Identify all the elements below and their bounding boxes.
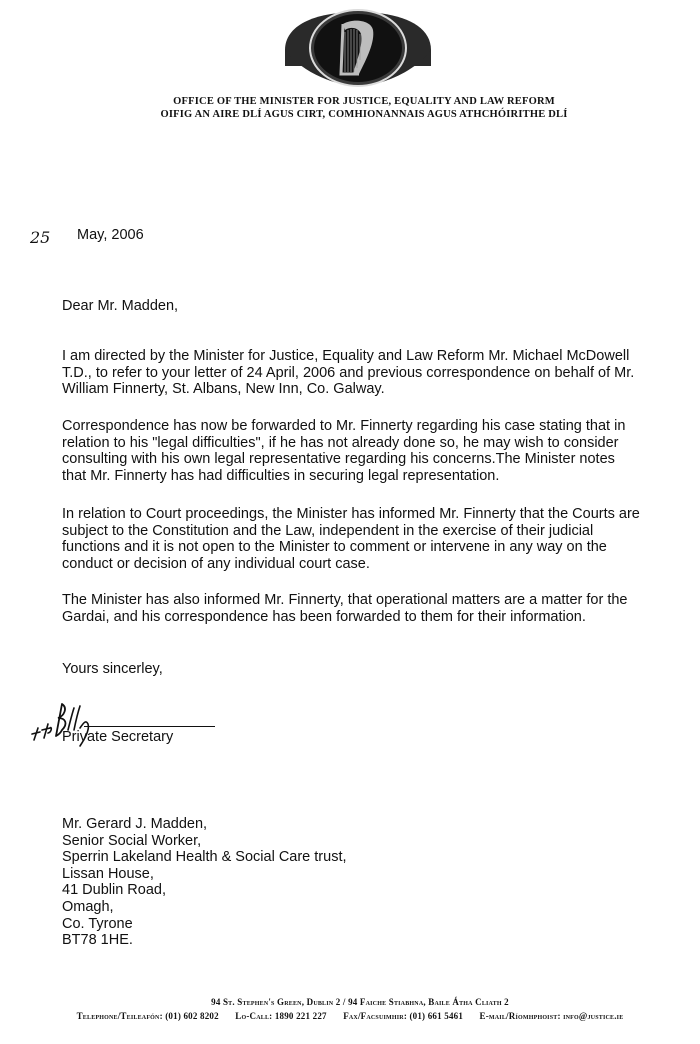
signatory-title: Private Secretary <box>62 729 174 745</box>
footer-fax: Fax/Facsuimhir: (01) 661 5461 <box>343 1011 464 1021</box>
address-line: Omagh, <box>62 898 114 915</box>
footer-email: E-mail/Ríomhphoist: info@justice.ie <box>479 1011 624 1021</box>
body-paragraph: Correspondence has now be forwarded to Mr. Finnerty regarding his case stating that in relation to his "legal difficulties", if he has not already done so, he may wish to consider consulting with his own legal representative regarding his concerns.The Minister notes that Mr. Finnerty has had difficulties in securing legal representation. <box>62 418 626 484</box>
letter-date: May, 2006 <box>77 227 144 243</box>
address-line: BT78 1HE. <box>62 932 133 949</box>
signature-line <box>84 726 215 727</box>
recipient-address <box>62 816 347 949</box>
address-line: Senior Social Worker, <box>62 832 202 849</box>
harp-emblem-icon <box>283 8 433 90</box>
handwritten-date-day: 25 <box>30 228 51 247</box>
footer-address: 94 St. Stephen's Green, Dublin 2 / 94 Faiche Stiabhna, Baile Átha Cliath 2 <box>211 997 509 1007</box>
closing: Yours sincerley, <box>62 661 163 677</box>
salutation: Dear Mr. Madden, <box>62 298 179 314</box>
footer-telephone: Telephone/Teileafón: (01) 602 8202 <box>76 1011 219 1021</box>
footer-locall: Lo-Call: 1890 221 227 <box>235 1011 327 1021</box>
body-paragraph: In relation to Court proceedings, the Minister has informed Mr. Finnerty that the Courts are subject to the Constitution and the Law, independent in the exercise of their judicial functions and it is not open to the Minister to comment or intervene in any way on the conduct or decision of any individual court case. <box>62 506 640 572</box>
address-line: Sperrin Lakeland Health & Social Care trust, <box>62 849 347 866</box>
body-paragraph: I am directed by the Minister for Justice, Equality and Law Reform Mr. Michael McDowell T.D., to refer to your letter of 24 April, 2006 and previous correspondence on behalf of Mr. William Finnerty, St. Albans, New Inn, Co. Galway. <box>62 348 635 398</box>
address-line: Lissan House, <box>62 865 154 882</box>
address-line: Co. Tyrone <box>62 915 133 932</box>
office-title-irish: OIFIG AN AIRE DLÍ AGUS CIRT, COMHIONANNAIS AGUS ATHCHÓIRITHE DLÍ <box>160 109 568 120</box>
office-title-english: OFFICE OF THE MINISTER FOR JUSTICE, EQUALITY AND LAW REFORM <box>173 96 555 107</box>
body-paragraph: The Minister has also informed Mr. Finnerty, that operational matters are a matter for the Gardai, and his correspondence has been forwarded to them for their information. <box>62 592 628 625</box>
address-line: Mr. Gerard J. Madden, <box>62 816 208 832</box>
address-line: 41 Dublin Road, <box>62 882 166 899</box>
footer-contacts <box>0 1011 700 1021</box>
